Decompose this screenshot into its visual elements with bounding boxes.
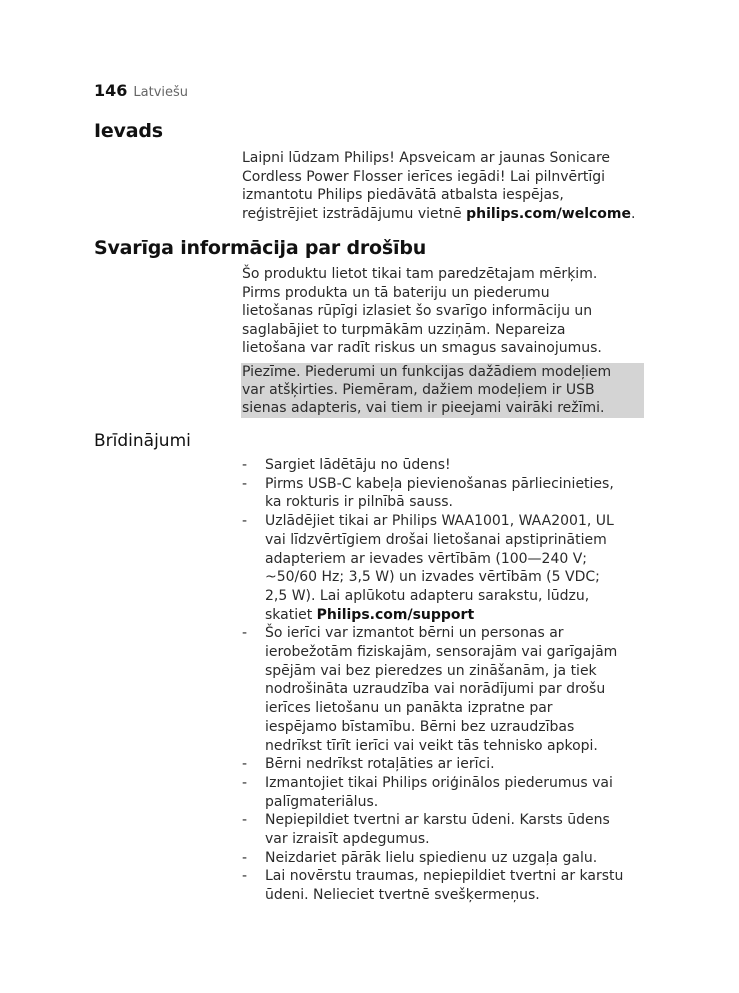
list-item: - Sargiet lādētāju no ūdens! — [242, 457, 451, 473]
list-item: - Neizdariet pārāk lielu spiedienu uz uzgaļa galu. — [242, 849, 598, 866]
note-line: Piezīme. Piederumi un funkcijas dažādiem modeļiem — [242, 364, 612, 380]
dash-bullet: - — [242, 774, 248, 791]
safety-line: lietošanas rūpīgi izlasiet šo svarīgo informāciju un — [242, 303, 593, 320]
intro-line: Laipni lūdzam Philips! Apsveicam ar jaunas Sonicare — [242, 150, 611, 166]
dash-bullet: - — [242, 475, 248, 492]
dash-bullet: - — [242, 868, 248, 885]
dash-bullet: - — [242, 625, 248, 642]
warnings-heading: Brīdinājumi — [94, 431, 191, 451]
safety-paragraph — [242, 265, 652, 358]
dash-bullet: - — [242, 849, 248, 866]
note-box — [241, 363, 644, 418]
note-line: sienas adapteris, vai tiem ir pieejami vairāki režīmi. — [242, 399, 605, 416]
safety-heading: Svarīga informācija par drošību — [94, 237, 427, 259]
language-label: Latviešu — [133, 85, 189, 100]
list-item: - Pirms USB-C kabeļa pievienošanas pārliecinieties, ka rokturis ir pilnībā sauss. — [242, 475, 614, 511]
list-item: - Lai novērstu traumas, nepiepildiet tvertni ar karstu ūdeni. Nelieciet tvertnē svešķermeņus. — [242, 868, 624, 904]
list-item: - Nepiepildiet tvertni ar karstu ūdeni. Karsts ūdens var izraisīt apdegumus. — [242, 812, 610, 848]
intro-line: izmantotu Philips piedāvātā atbalsta iespējas, — [242, 187, 564, 204]
list-item: - Šo ierīci var izmantot bērni un personas ar ierobežotām fiziskajām, sensorajām vai garīgajām spējām vai bez pieredzes un zināšanām, ja tiek nodrošināta uzraudzība vai norādījumi par drošu ierīces lietošanu un panākta izpratne par iespējamo bīstamību. Bērni bez uzraudzības nedrīkst tīrīt ierīci vai veikt tās tehnisko apkopi. — [242, 625, 618, 754]
page-number: 146 — [94, 81, 128, 100]
safety-line: Pirms produkta un tā bateriju un piederumu — [242, 284, 550, 301]
note-line: var atšķirties. Piemēram, dažiem modeļiem ir USB — [242, 381, 595, 398]
list-item: - Uzlādējiet tikai ar Philips WAA1001, WAA2001, UL vai līdzvērtīgiem drošai lietošanai apstiprinātiem adapteriem ar ievades vērtībām (100—240 V; ~50/60 Hz; 3,5 W) un izvades vērtībām (5 VDC; 2,5 W). Lai aplūkotu adapteru sarakstu, lūdzu, skatiet Philips.com/support — [242, 513, 614, 623]
intro-line: Cordless Power Flosser ierīces iegādi! Lai pilnvērtīgi — [242, 168, 606, 185]
support-link[interactable]: Philips.com/support — [316, 606, 475, 623]
page-header — [94, 81, 188, 100]
safety-line: lietošana var radīt riskus un smagus savainojumus. — [242, 340, 602, 357]
list-item: - Bērni nedrīkst rotaļāties ar ierīci. — [242, 756, 495, 773]
dash-bullet: - — [242, 812, 248, 829]
dash-bullet: - — [242, 756, 248, 773]
dash-bullet: - — [242, 513, 248, 530]
intro-line: reģistrējiet izstrādājumu vietnē — [242, 205, 467, 222]
intro-end: . — [631, 205, 636, 222]
intro-paragraph — [242, 149, 652, 223]
safety-line: saglabājiet to turpmākām uzziņām. Nepareiza — [242, 321, 566, 338]
dash-bullet: - — [242, 457, 248, 473]
welcome-link[interactable]: philips.com/welcome — [466, 205, 631, 222]
intro-heading: Ievads — [94, 120, 163, 142]
warnings-list — [242, 456, 652, 905]
list-item: - Izmantojiet tikai Philips oriģinālos piederumus vai palīgmateriālus. — [242, 774, 613, 810]
safety-line: Šo produktu lietot tikai tam paredzētajam mērķim. — [242, 266, 598, 282]
